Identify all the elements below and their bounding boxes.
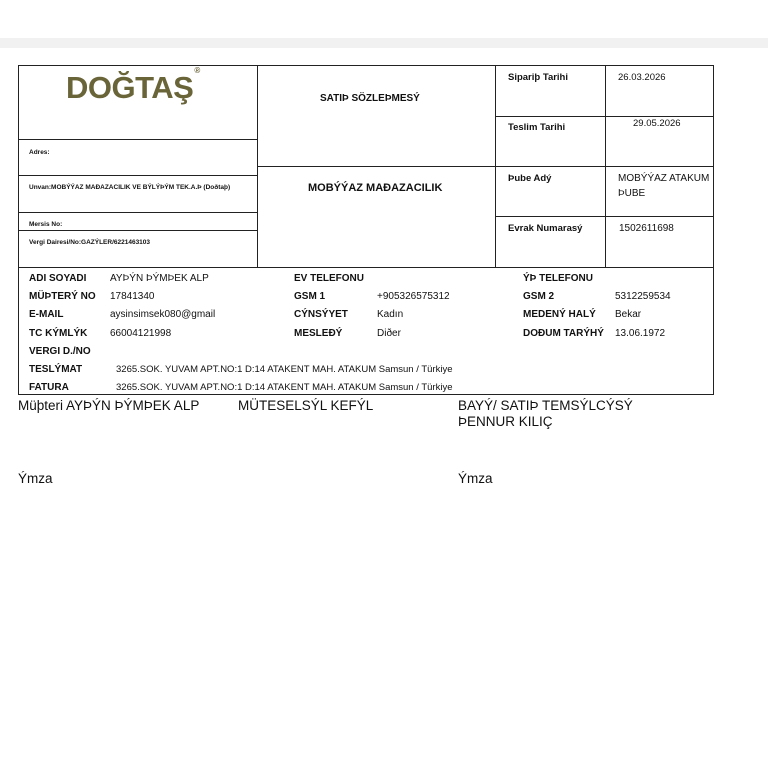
mersis-label: Mersis No: (29, 221, 63, 228)
store-name: MOBÝÝAZ MAÐAZACILIK (308, 182, 443, 194)
customer-no-label: MÜÞTERÝ NO (29, 291, 96, 302)
occupation-label: MESLEÐÝ (294, 328, 343, 339)
guarantor-label: MÜTESELSÝL KEFÝL (238, 398, 374, 413)
dealer-rep-label: BAYÝ/ SATIÞ TEMSÝLCÝSÝ (458, 398, 633, 413)
doc-number-label: Evrak Numarasý (508, 223, 583, 234)
dogtas-logo: DOĞTAŞ® (66, 65, 200, 105)
gsm1-value: +905326575312 (377, 291, 450, 302)
dealer-signature-label: Ýmza (458, 471, 493, 486)
marital-status-label: MEDENÝ HALÝ (523, 309, 596, 320)
delivery-date-value: 29.05.2026 (633, 118, 681, 129)
gender-value: Kadın (377, 309, 404, 320)
invoice-address-label: FATURA (29, 382, 69, 393)
customer-no-value: 17841340 (110, 291, 155, 302)
customer-signature-name: Müþteri AYÞÝN ÞÝMÞEK ALP (18, 398, 200, 413)
marital-status-value: Bekar (615, 309, 642, 320)
work-phone-label: ÝÞ TELEFONU (523, 273, 594, 284)
delivery-date-label: Teslim Tarihi (508, 122, 566, 133)
order-date-value: 26.03.2026 (618, 72, 666, 83)
order-date-label: Sipariþ Tarihi (508, 72, 569, 83)
email-value: aysinsimsek080@gmail (110, 309, 216, 320)
occupation-value: Diðer (377, 328, 401, 339)
doc-number-value: 1502611698 (619, 223, 674, 234)
home-phone-label: EV TELEFONU (294, 273, 365, 284)
email-label: E-MAIL (29, 309, 64, 320)
name-value: AYÞÝN ÞÝMÞEK ALP (110, 273, 209, 284)
tax-office-info: Vergi Dairesi/No:GAZÝLER/6221463103 (29, 239, 151, 246)
tc-id-value: 66004121998 (110, 328, 172, 339)
birth-date-value: 13.06.1972 (615, 328, 666, 339)
sales-contract-form (18, 65, 714, 395)
branch-label: Þube Adý (508, 173, 552, 184)
gsm1-label: GSM 1 (294, 291, 326, 302)
document-title: SATIÞ SÖZLEÞMESÝ (320, 93, 420, 104)
company-title: Unvan:MOBÝÝAZ MAÐAZACILIK VE BÝLÝÞÝM TEK.A.Þ (Doðtaþ) (29, 184, 231, 191)
tc-id-label: TC KÝMLÝK (29, 328, 88, 339)
name-label: ADI SOYADI (29, 273, 87, 284)
gender-label: CÝNSÝYET (294, 309, 348, 320)
branch-name-line1: MOBÝÝAZ ATAKUM (618, 173, 710, 184)
dealer-rep-name: ÞENNUR KILIÇ (458, 414, 553, 429)
gsm2-label: GSM 2 (523, 291, 555, 302)
birth-date-label: DOÐUM TARÝHÝ (523, 328, 604, 339)
customer-signature-label: Ýmza (18, 471, 53, 486)
branch-name-line2: ÞUBE (618, 188, 646, 199)
address-label: Adres: (29, 149, 50, 156)
top-band (0, 38, 768, 48)
invoice-address-value: 3265.SOK. YUVAM APT.NO:1 D:14 ATAKENT MAH. ATAKUM Samsun / Türkiye (116, 382, 453, 393)
delivery-address-label: TESLÝMAT (29, 364, 83, 375)
gsm2-value: 5312259534 (615, 291, 671, 302)
tax-no-label: VERGI D./NO (29, 346, 91, 357)
delivery-address-value: 3265.SOK. YUVAM APT.NO:1 D:14 ATAKENT MAH. ATAKUM Samsun / Türkiye (116, 364, 453, 375)
